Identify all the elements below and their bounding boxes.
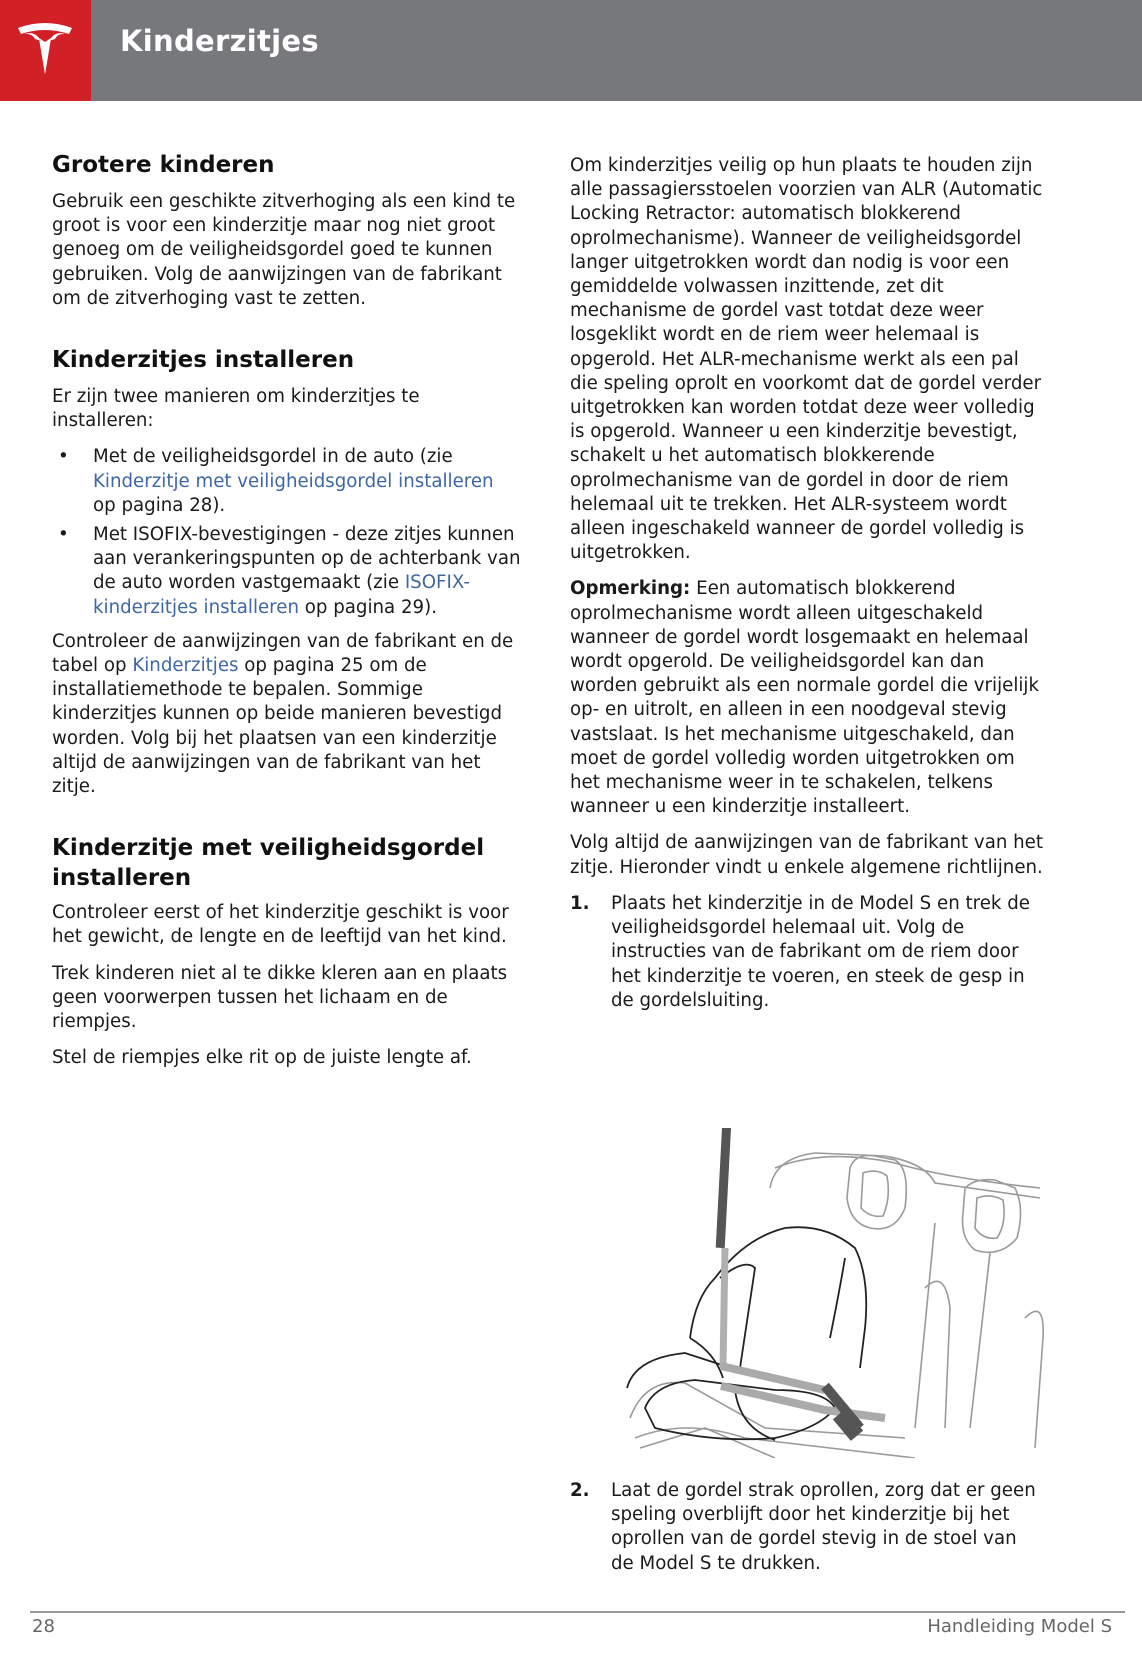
link-isofix-kinderzitjes[interactable]: ISOFIX-kinderzitjes installeren [93, 572, 470, 618]
seat-cushion-left [925, 1281, 950, 1428]
manual-title: Handleiding Model S [927, 1616, 1112, 1637]
page-header [0, 0, 1142, 101]
seat-divider [915, 1223, 935, 1428]
heading-kinderzitjes-installeren: Kinderzitjes installeren [52, 347, 355, 374]
right-column [570, 154, 1045, 1013]
seat-cushion-right [1025, 1311, 1043, 1448]
paragraph: Er zijn twee manieren om kinderzitjes te installeren: [52, 386, 420, 432]
child-seat-side-right [830, 1258, 845, 1338]
left-column [52, 150, 522, 1070]
steps-list-continued [570, 1479, 1045, 1576]
bullet-icon: • [58, 524, 69, 546]
step-item: 2. Laat de gordel strak oprollen, zorg dat er geen speling overblijft door het kinderzitje bij het oprollen van de gordel stevig in de stoel van de Model S te drukken. [570, 1480, 1036, 1574]
headrest-inner-left [861, 1171, 888, 1216]
install-methods-list [52, 445, 522, 619]
headrest-left [847, 1156, 906, 1229]
note-label: Opmerking: [570, 578, 691, 600]
tesla-logo [0, 0, 91, 101]
paragraph-alr: Om kinderzitjes veilig op hun plaats te houden zijn alle passagiersstoelen voorzien van ALR (Automatic Locking Retractor: automatisch blokkerend oprolmechanisme). Wanneer de veiligheidsgordel langer uitgetrokken wordt dan nodig is voor een gemiddelde volwassen inzittende, zet dit mechanisme de gordel vast totdat deze weer losgeklikt wordt en de riem weer helemaal is opgerold. Het ALR-mechanisme werkt als een pal die speling oprolt en voorkomt dat de gordel verder uitgetrokken kan worden totdat deze weer volledig is opgerold. Wanneer u een kinderzitje bevestigt, schakelt u het automatisch blokkerende oprolmechanisme van de gordel in door de riem helemaal uit te trekken. Het ALR-systeem wordt alleen ingeschakeld wanneer de gordel volledig is uitgetrokken. [570, 155, 1043, 564]
list-item: • Met ISOFIX-bevestigingen - deze zitjes kunnen aan verankeringspunten op de achterbank van de auto worden vastgemaakt (zie ISOFIX-kinderzitjes installeren op pagina 29). [58, 524, 521, 618]
step-2 [570, 1479, 1045, 1576]
headrest-inner-right [975, 1196, 1004, 1238]
paragraph: Stel de riempjes elke rit op de juiste lengte af. [52, 1047, 472, 1069]
heading-grotere-kinderen: Grotere kinderen [52, 152, 275, 178]
step-number: 1. [570, 892, 590, 914]
list-item: • Met de veiligheidsgordel in de auto (zie Kinderzitje met veiligheidsgordel installeren op pagina 28). [58, 446, 494, 516]
page-title: Kinderzitjes [120, 24, 319, 58]
lap-belt-lower [721, 1386, 885, 1418]
tesla-logo-icon [14, 20, 76, 76]
heading-kinderzitje-met-veiligheidsgordel: Kinderzitje met veiligheidsgordel installeren [52, 835, 485, 892]
paragraph: Trek kinderen niet al te dikke kleren aan en plaats geen voorwerpen tussen het lichaam en de riempjes. [52, 962, 508, 1033]
paragraph: Volg altijd de aanwijzingen van de fabrikant van het zitje. Hieronder vindt u enkele algemene richtlijnen. [570, 832, 1043, 878]
page-number: 28 [32, 1616, 55, 1637]
child-seat-belt-illustration [625, 1128, 1045, 1458]
shoulder-belt [716, 1128, 734, 1248]
paragraph: Controleer eerst of het kinderzitje geschikt is voor het gewicht, de lengte en de leeftijd van het kind. [52, 902, 509, 948]
seat-base-2 [640, 1428, 775, 1458]
link-kinderzitjes[interactable]: Kinderzitjes [132, 655, 239, 677]
bullet-icon: • [58, 446, 69, 468]
step-number: 2. [570, 1480, 590, 1501]
link-kinderzitje-veiligheidsgordel[interactable]: Kinderzitje met veiligheidsgordel installeren [93, 470, 494, 492]
seat-divider-2 [970, 1253, 990, 1428]
note: Opmerking: Een automatisch blokkerend oprolmechanisme wordt alleen uitgeschakeld wanneer de gordel wordt losgemaakt en helemaal wordt opgerold. De veiligheidsgordel kan dan worden gebruikt als een normale gordel die vrijelijk op- en uitrolt, en alleen in een noodgeval stevig vastslaat. Is het mechanisme uitgeschakeld, dan moet de gordel volledig worden uitgetrokken om het mechanisme weer in te schakelen, telkens wanneer u een kinderzitje installeert. [570, 578, 1040, 818]
shoulder-belt-lower [723, 1248, 725, 1368]
steps-list [570, 892, 1045, 1013]
paragraph: Gebruik een geschikte zitverhoging als een kind te groot is voor een kinderzitje maar nog niet groot genoeg om de veiligheidsgordel goed te kunnen gebruiken. Volg de aanwijzingen van de fabrikant om de zitverhoging vast te zetten. [52, 191, 516, 309]
step-item: 1. Plaats het kinderzitje in de Model S en trek de veiligheidsgordel helemaal uit. Volg de instructies van de fabrikant om de riem door het kinderzitje te voeren, en steek de gesp in de gordelsluiting. [570, 892, 1030, 1011]
paragraph: Controleer de aanwijzingen van de fabrikant en de tabel op Kinderzitjes op pagina 25 om de installatiemethode te bepalen. Sommige kinderzitjes kunnen op beide manieren bevestigd worden. Volg bij het plaatsen van een kinderzitje altijd de aanwijzingen van de fabrikant van het zitje. [52, 630, 514, 798]
footer-divider [30, 1611, 1125, 1613]
child-seat-back [690, 1227, 866, 1368]
child-seat-wing [690, 1338, 723, 1378]
child-seat-illustration-svg [625, 1128, 1045, 1458]
